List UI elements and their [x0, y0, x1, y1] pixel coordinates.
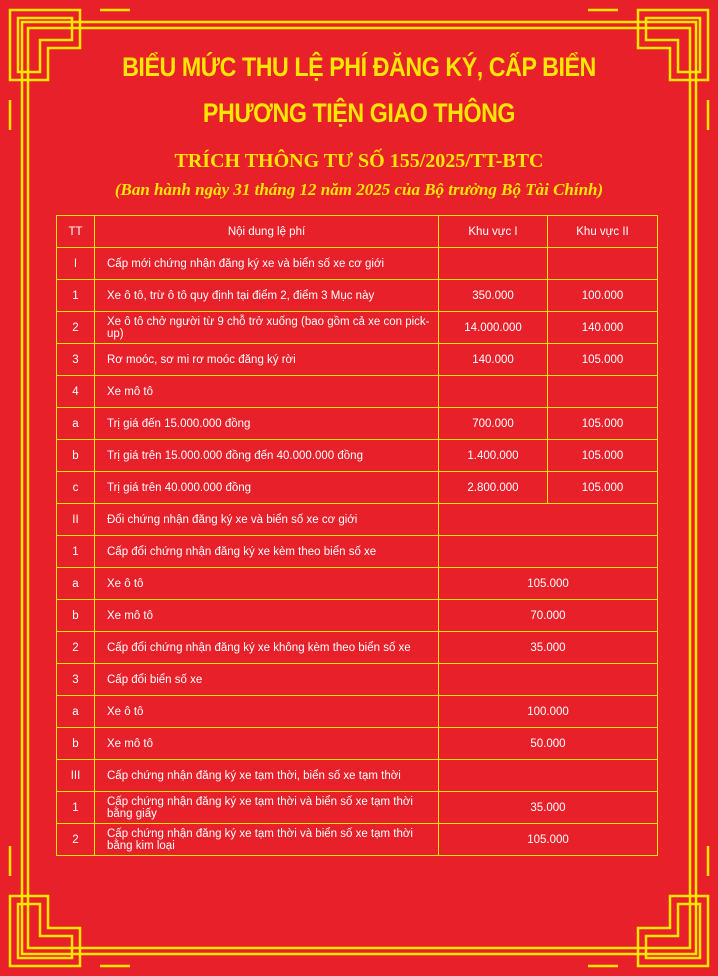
table-row [57, 568, 658, 600]
row-tt: II [57, 504, 95, 536]
row-tt: I [57, 248, 95, 280]
table-row [57, 312, 658, 344]
column-header-kv2: Khu vực II [548, 216, 658, 248]
row-tt: 1 [57, 792, 95, 824]
row-content: Xe ô tô [95, 568, 439, 600]
row-fee-all-regions: 105.000 [439, 824, 658, 856]
row-tt: 1 [57, 536, 95, 568]
table-header-row [57, 216, 658, 248]
table-row [57, 600, 658, 632]
row-fee-kv2: 105.000 [548, 344, 658, 376]
subtitle: TRÍCH THÔNG TƯ SỐ 155/2025/TT-BTC [174, 150, 544, 172]
row-tt: b [57, 600, 95, 632]
row-tt: b [57, 440, 95, 472]
row-content: Xe ô tô chở người từ 9 chỗ trở xuống (bao gồm cả xe con pick-up) [95, 312, 439, 344]
row-fee-kv1: 140.000 [439, 344, 548, 376]
row-content: Xe ô tô, trừ ô tô quy định tại điểm 2, điểm 3 Mục này [95, 280, 439, 312]
table-row [57, 472, 658, 504]
table-row [57, 536, 658, 568]
row-tt: 1 [57, 280, 95, 312]
row-fee-kv1: 1.400.000 [439, 440, 548, 472]
row-tt: 4 [57, 376, 95, 408]
row-fee-all-regions: 105.000 [439, 568, 658, 600]
table-row [57, 408, 658, 440]
row-fee-kv2: 105.000 [548, 408, 658, 440]
row-fee-kv2: 105.000 [548, 472, 658, 504]
table-row [57, 440, 658, 472]
table-row [57, 792, 658, 824]
row-fee-kv1: 2.800.000 [439, 472, 548, 504]
row-fee-kv2 [548, 248, 658, 280]
row-fee-kv2: 105.000 [548, 440, 658, 472]
row-fee-all-regions: 70.000 [439, 600, 658, 632]
row-content: Trị giá đến 15.000.000 đồng [95, 408, 439, 440]
row-content: Xe mô tô [95, 376, 439, 408]
row-fee-kv1: 14.000.000 [439, 312, 548, 344]
row-content: Đổi chứng nhận đăng ký xe và biển số xe cơ giới [95, 504, 439, 536]
row-fee-all-regions [439, 536, 658, 568]
row-fee-all-regions: 35.000 [439, 792, 658, 824]
row-fee-kv1 [439, 376, 548, 408]
row-tt: a [57, 696, 95, 728]
row-tt: b [57, 728, 95, 760]
table-row [57, 664, 658, 696]
row-fee-kv2: 100.000 [548, 280, 658, 312]
row-content: Cấp chứng nhận đăng ký xe tạm thời và biển số xe tạm thời bằng kim loại [95, 824, 439, 856]
row-fee-all-regions: 50.000 [439, 728, 658, 760]
table-row [57, 728, 658, 760]
row-tt: 2 [57, 312, 95, 344]
row-fee-kv1: 700.000 [439, 408, 548, 440]
row-tt: a [57, 408, 95, 440]
row-tt: 3 [57, 664, 95, 696]
row-fee-all-regions [439, 664, 658, 696]
row-fee-kv1 [439, 248, 548, 280]
row-content: Cấp mới chứng nhận đăng ký xe và biển số xe cơ giới [95, 248, 439, 280]
row-tt: 3 [57, 344, 95, 376]
row-content: Cấp đổi biển số xe [95, 664, 439, 696]
row-fee-all-regions [439, 504, 658, 536]
row-content: Cấp đổi chứng nhận đăng ký xe không kèm theo biển số xe [95, 632, 439, 664]
row-content: Rơ moóc, sơ mi rơ moóc đăng ký rời [95, 344, 439, 376]
fee-table [56, 215, 658, 856]
row-content: Trị giá trên 40.000.000 đồng [95, 472, 439, 504]
table-row [57, 632, 658, 664]
row-fee-all-regions [439, 760, 658, 792]
issued-note: (Ban hành ngày 31 tháng 12 năm 2025 của Bộ trưởng Bộ Tài Chính) [114, 180, 604, 199]
page-title-line1: BIỂU MỨC THU LỆ PHÍ ĐĂNG KÝ, CẤP BIỂN [122, 52, 596, 82]
row-fee-all-regions: 100.000 [439, 696, 658, 728]
fee-table-body [57, 248, 658, 856]
row-content: Xe mô tô [95, 728, 439, 760]
row-content: Cấp chứng nhận đăng ký xe tạm thời và biển số xe tạm thời bằng giấy [95, 792, 439, 824]
table-row [57, 280, 658, 312]
table-row [57, 824, 658, 856]
table-row [57, 760, 658, 792]
row-content: Cấp chứng nhận đăng ký xe tạm thời, biển số xe tạm thời [95, 760, 439, 792]
row-fee-kv2 [548, 376, 658, 408]
page-title-line2: PHƯƠNG TIỆN GIAO THÔNG [202, 98, 516, 128]
column-header-kv1: Khu vực I [439, 216, 548, 248]
table-row [57, 344, 658, 376]
row-content: Xe mô tô [95, 600, 439, 632]
row-fee-all-regions: 35.000 [439, 632, 658, 664]
column-header-content: Nội dung lệ phí [95, 216, 439, 248]
row-content: Trị giá trên 15.000.000 đồng đến 40.000.000 đồng [95, 440, 439, 472]
table-row [57, 376, 658, 408]
row-content: Xe ô tô [95, 696, 439, 728]
table-row [57, 696, 658, 728]
table-row [57, 248, 658, 280]
row-tt: a [57, 568, 95, 600]
row-fee-kv2: 140.000 [548, 312, 658, 344]
row-tt: c [57, 472, 95, 504]
row-fee-kv1: 350.000 [439, 280, 548, 312]
row-content: Cấp đổi chứng nhận đăng ký xe kèm theo biển số xe [95, 536, 439, 568]
column-header-tt: TT [57, 216, 95, 248]
row-tt: III [57, 760, 95, 792]
table-row [57, 504, 658, 536]
row-tt: 2 [57, 632, 95, 664]
row-tt: 2 [57, 824, 95, 856]
